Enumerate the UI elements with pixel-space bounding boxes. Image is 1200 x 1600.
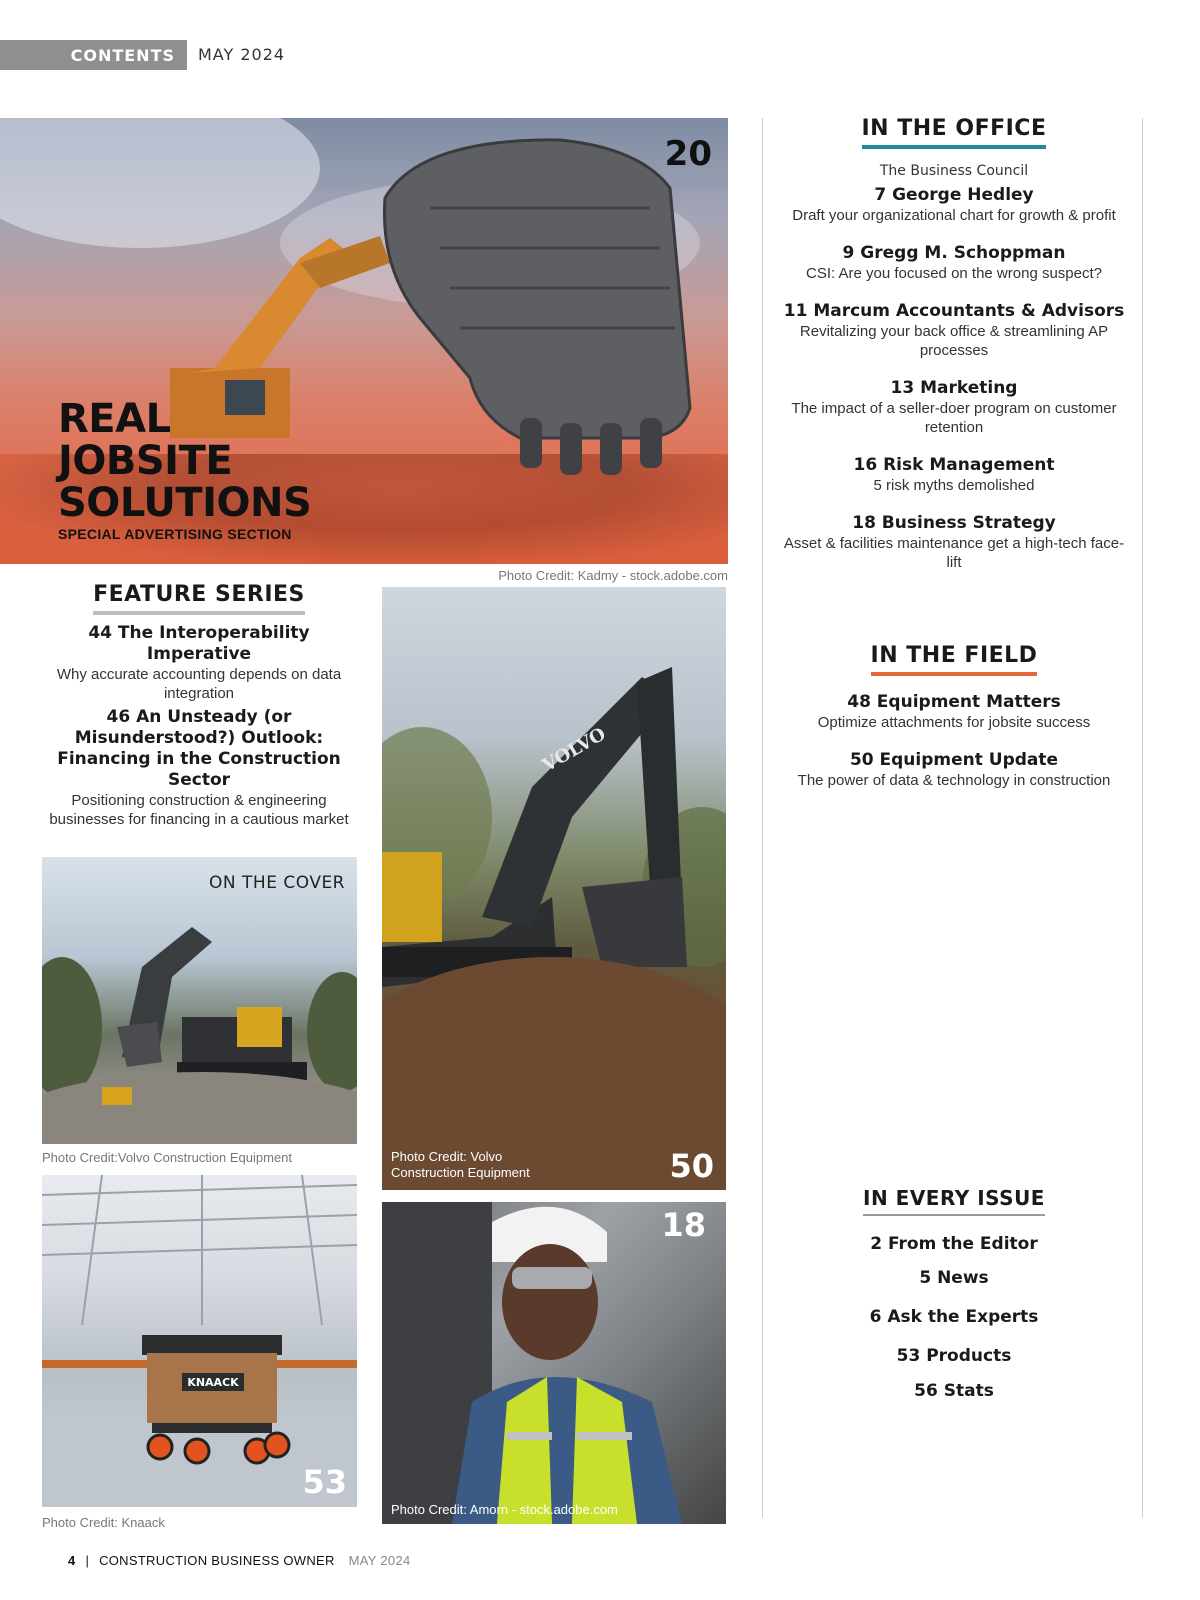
feature-item-desc: Why accurate accounting depends on data integration bbox=[56, 666, 342, 702]
column-divider bbox=[762, 118, 763, 1518]
bucket-tooth bbox=[520, 418, 542, 468]
bucket-tooth bbox=[640, 418, 662, 468]
footer-page-number: 4 bbox=[68, 1553, 76, 1568]
reflective-stripe bbox=[507, 1432, 552, 1440]
footer-separator: | bbox=[85, 1553, 90, 1568]
on-the-cover-label: ON THE COVER bbox=[209, 873, 345, 893]
excavator-cab-yellow bbox=[382, 852, 442, 942]
issue-date: MAY 2024 bbox=[198, 45, 286, 64]
every-issue-item[interactable]: 2 From the Editor bbox=[870, 1234, 1038, 1254]
office-item[interactable] bbox=[780, 301, 1128, 360]
bucket-tooth bbox=[560, 423, 582, 475]
in-the-field-section bbox=[780, 643, 1128, 790]
office-item-title: 7 George Hedley bbox=[874, 185, 1034, 205]
knaack-cart-illustration bbox=[42, 1175, 357, 1507]
office-item[interactable] bbox=[780, 243, 1128, 283]
warehouse-roof-beams bbox=[42, 1175, 357, 1325]
excavator-bucket bbox=[117, 1022, 162, 1067]
cart-lid bbox=[142, 1335, 282, 1355]
tree-shape bbox=[42, 957, 102, 1097]
worker-image-credit: Photo Credit: Amorn - stock.adobe.com bbox=[391, 1502, 618, 1517]
tree-shape bbox=[307, 972, 357, 1092]
excavator-bucket bbox=[582, 877, 687, 967]
hero-title-line: REAL bbox=[58, 396, 171, 442]
volvo-excavator-illustration bbox=[382, 587, 726, 1190]
worker-image[interactable] bbox=[382, 1202, 726, 1524]
column-divider bbox=[1142, 118, 1143, 1518]
feature-series-heading: FEATURE SERIES bbox=[93, 582, 305, 615]
office-item-desc: CSI: Are you focused on the wrong suspect? bbox=[805, 265, 1102, 282]
safety-glasses bbox=[512, 1267, 592, 1289]
field-item-title: 50 Equipment Update bbox=[849, 750, 1059, 770]
office-item-title: 9 Gregg M. Schoppman bbox=[842, 243, 1066, 263]
cart-wheel bbox=[265, 1433, 289, 1457]
hero-subtitle: SPECIAL ADVERTISING SECTION bbox=[58, 526, 292, 542]
worker-illustration bbox=[382, 1202, 726, 1524]
volvo-excavator-image[interactable] bbox=[382, 587, 726, 1190]
page-footer bbox=[68, 1553, 411, 1568]
hero-title bbox=[58, 398, 311, 524]
contents-tab bbox=[0, 40, 187, 70]
feature-item[interactable] bbox=[36, 707, 362, 829]
in-the-office-heading: IN THE OFFICE bbox=[862, 116, 1047, 149]
in-the-office-section bbox=[780, 116, 1128, 572]
field-item[interactable] bbox=[780, 692, 1128, 732]
office-item[interactable] bbox=[780, 455, 1128, 495]
field-item-desc: Optimize attachments for jobsite success bbox=[817, 714, 1091, 731]
rock-pile bbox=[42, 1072, 357, 1144]
office-item[interactable] bbox=[780, 185, 1128, 225]
office-item-desc: 5 risk myths demolished bbox=[873, 477, 1035, 494]
cart-image-page-number: 53 bbox=[302, 1463, 347, 1501]
feature-series-section bbox=[36, 582, 362, 829]
cart-wheel bbox=[148, 1435, 172, 1459]
cart-wheel bbox=[185, 1439, 209, 1463]
feature-item-title: 44 The Interoperability Imperative bbox=[88, 623, 310, 664]
worker-face bbox=[502, 1244, 598, 1360]
hero-page-number: 20 bbox=[664, 134, 712, 174]
footer-date: MAY 2024 bbox=[348, 1553, 411, 1568]
office-item-title: 16 Risk Management bbox=[853, 455, 1055, 475]
feature-item-desc: Positioning construction & engineering businesses for financing in a cautious market bbox=[49, 792, 349, 828]
office-item-desc: Asset & facilities maintenance get a high-tech face-lift bbox=[783, 535, 1125, 571]
hero-photo-credit: Photo Credit: Kadmy - stock.adobe.com bbox=[498, 568, 728, 583]
cover-photo-credit: Photo Credit:Volvo Construction Equipment bbox=[42, 1150, 293, 1165]
feature-item-title: 46 An Unsteady (or Misunderstood?) Outlook: Financing in the Construction Sector bbox=[57, 707, 341, 790]
excavator-cab-yellow bbox=[237, 1007, 282, 1047]
office-item-title: 18 Business Strategy bbox=[852, 513, 1056, 533]
office-item-title: 13 Marketing bbox=[890, 378, 1018, 398]
field-item-title: 48 Equipment Matters bbox=[847, 692, 1061, 712]
office-item-desc: Draft your organizational chart for growth & profit bbox=[792, 207, 1116, 224]
big-image-credit: Photo Credit: Volvo Construction Equipment bbox=[391, 1149, 530, 1180]
office-item-desc: The impact of a seller-doer program on customer retention bbox=[791, 400, 1117, 436]
cover-excavator-illustration bbox=[42, 857, 357, 1144]
cover-image[interactable] bbox=[42, 857, 357, 1144]
reflective-stripe bbox=[577, 1432, 632, 1440]
in-the-field-heading: IN THE FIELD bbox=[871, 643, 1038, 676]
field-item-desc: The power of data & technology in construction bbox=[797, 772, 1111, 789]
every-issue-item[interactable]: 56 Stats bbox=[914, 1381, 994, 1401]
cart-photo-credit: Photo Credit: Knaack bbox=[42, 1515, 165, 1530]
footer-publication: CONSTRUCTION BUSINESS OWNER bbox=[99, 1553, 335, 1568]
volvo-brand-text: VOLVO bbox=[539, 723, 610, 777]
office-item-title: 11 Marcum Accountants & Advisors bbox=[783, 301, 1125, 321]
office-item-desc: Revitalizing your back office & streamlining AP processes bbox=[799, 323, 1109, 359]
knaack-cart-image[interactable] bbox=[42, 1175, 357, 1507]
feature-item[interactable] bbox=[36, 623, 362, 703]
office-item[interactable] bbox=[780, 513, 1128, 572]
hero-title-line: SOLUTIONS bbox=[58, 480, 312, 526]
hero-title-line: JOBSITE bbox=[58, 438, 233, 484]
field-item[interactable] bbox=[780, 750, 1128, 790]
cart-frame bbox=[152, 1423, 272, 1433]
every-issue-item[interactable]: 5 News bbox=[919, 1268, 989, 1288]
business-council-label: The Business Council bbox=[879, 163, 1029, 179]
worker-image-page-number: 18 bbox=[661, 1206, 706, 1244]
in-every-issue-heading: IN EVERY ISSUE bbox=[863, 1186, 1045, 1216]
every-issue-item[interactable]: 6 Ask the Experts bbox=[869, 1307, 1039, 1327]
hero-image[interactable] bbox=[0, 118, 728, 564]
office-item[interactable] bbox=[780, 378, 1128, 437]
loader-vehicle bbox=[102, 1087, 132, 1105]
knaack-brand-text: KNAACK bbox=[187, 1376, 239, 1389]
in-every-issue-section bbox=[780, 1186, 1128, 1401]
big-image-page-number: 50 bbox=[669, 1147, 714, 1185]
every-issue-item[interactable]: 53 Products bbox=[896, 1346, 1012, 1366]
bucket-tooth bbox=[600, 423, 622, 475]
contents-label: CONTENTS bbox=[70, 46, 175, 65]
